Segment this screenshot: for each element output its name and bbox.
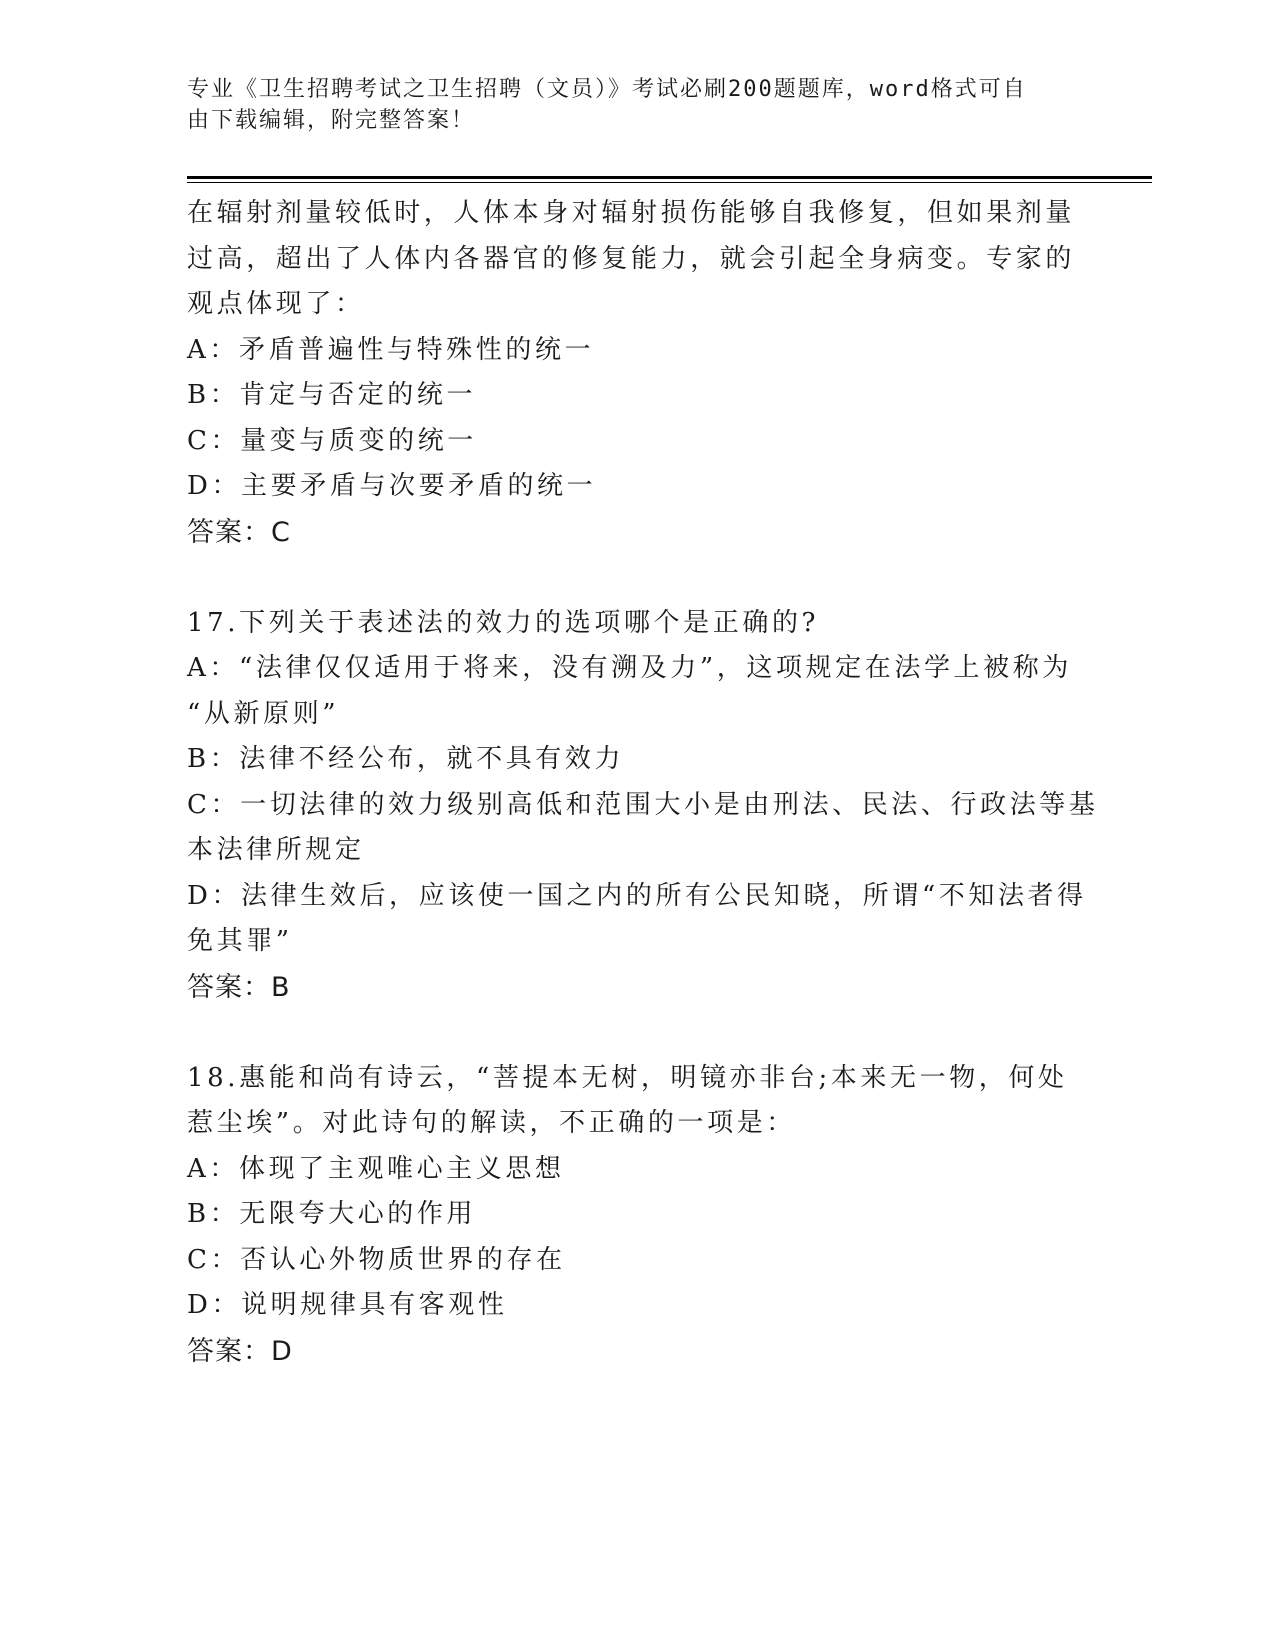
question-18 bbox=[187, 1056, 1087, 1375]
question-stem-line: 惹尘埃”。对此诗句的解读，不正确的一项是： bbox=[187, 1108, 796, 1138]
answer-line: 答案：B bbox=[187, 971, 291, 1003]
answer-line: 答案：D bbox=[187, 1335, 293, 1367]
option-a: A：体现了主观唯心主义思想 bbox=[187, 1153, 565, 1184]
question-list bbox=[187, 191, 1099, 1374]
option-d: D：主要矛盾与次要矛盾的统一 bbox=[187, 471, 597, 501]
document-header bbox=[187, 74, 1067, 136]
header-divider-thick bbox=[187, 176, 1152, 179]
spacer bbox=[187, 1010, 1087, 1056]
header-line: 专业《卫生招聘考试之卫生招聘（文员）》考试必刷200题题库，word格式可自 bbox=[187, 77, 1027, 102]
option-b: B：肯定与否定的统一 bbox=[187, 380, 477, 410]
option-b: B：法律不经公布，就不具有效力 bbox=[187, 744, 625, 774]
question-stem-line: 18.惠能和尚有诗云，“菩提本无树，明镜亦非台;本来无一物，何处 bbox=[187, 1062, 1068, 1093]
option-d-continued: 免其罪” bbox=[187, 926, 293, 956]
question-16 bbox=[187, 191, 1087, 555]
question-stem-line: 17.下列关于表述法的效力的选项哪个是正确的? bbox=[187, 607, 820, 638]
option-c: C：量变与质变的统一 bbox=[187, 425, 477, 456]
spacer bbox=[187, 555, 1087, 601]
header-line: 由下载编辑，附完整答案！ bbox=[187, 108, 476, 133]
option-b: B：无限夸大心的作用 bbox=[187, 1199, 477, 1229]
answer-line: 答案：C bbox=[187, 516, 291, 548]
question-stem-line: 过高，超出了人体内各器官的修复能力，就会引起全身病变。专家的 bbox=[187, 243, 1076, 274]
option-c-continued: 本法律所规定 bbox=[187, 835, 365, 865]
question-17 bbox=[187, 601, 1099, 1011]
option-a: A：矛盾普遍性与特殊性的统一 bbox=[187, 334, 595, 365]
option-d: D：法律生效后，应该使一国之内的所有公民知晓，所谓“不知法者得 bbox=[187, 880, 1087, 911]
option-c: C：一切法律的效力级别高低和范围大小是由刑法、民法、行政法等基 bbox=[187, 789, 1099, 820]
option-d: D：说明规律具有客观性 bbox=[187, 1290, 508, 1320]
question-stem-line: 观点体现了： bbox=[187, 289, 365, 319]
header-divider-thin bbox=[187, 182, 1152, 183]
option-a-continued: “从新原则” bbox=[187, 698, 340, 729]
question-stem-line: 在辐射剂量较低时，人体本身对辐射损伤能够自我修复，但如果剂量 bbox=[187, 198, 1076, 228]
option-c: C：否认心外物质世界的存在 bbox=[187, 1244, 566, 1275]
option-a: A：“法律仅仅适用于将来，没有溯及力”，这项规定在法学上被称为 bbox=[187, 653, 1072, 683]
